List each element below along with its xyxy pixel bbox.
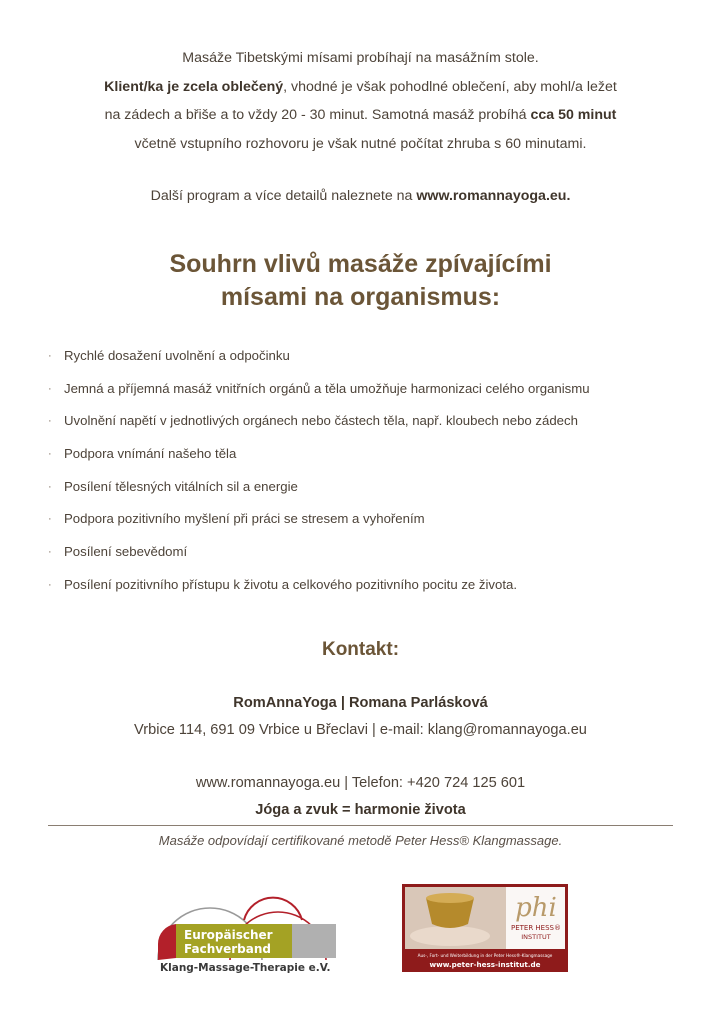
effect-text: Jemná a příjemná masáž vnitřních orgánů a těla umožňuje harmonizaci celého organismu [64,380,590,396]
peter-hess-name: PETER HESS® [510,924,562,932]
effects-list [48,340,688,602]
intro-line [40,44,681,73]
more-info-text: Další program a více detailů naleznete na [150,188,417,204]
contact-address: Vrbice 114, 691 09 Vrbice u Břeclavi | e-mail: klang@romannayoga.eu [134,722,587,738]
intro-line [40,73,681,102]
more-info [40,182,681,210]
contact-block [40,690,681,824]
effect-item [48,405,688,438]
effect-text: Posílení sebevědomí [64,544,188,560]
effect-text: Posílení tělesných vitálních sil a energie [64,478,298,494]
effect-item [48,340,688,373]
website-link[interactable]: www.romannayoga.eu. [416,188,571,204]
divider [48,825,673,826]
intro-line3-start: na zádech a břiše a to vždy 20 - 30 minut. Samotná masáž probíhá [104,107,531,123]
client-clothed-bold: Klient/ka je zcela oblečený [104,78,284,95]
peter-hess-logo [402,884,568,972]
effect-text: Podpora pozitivního myšlení při práci se stresem a vyhořením [64,511,425,527]
effect-item [48,373,688,406]
bullet-icon: · [48,578,52,591]
effect-text: Rychlé dosažení uvolnění a odpočinku [64,348,290,363]
bullet-icon: · [48,546,52,559]
intro-line4: včetně vstupního rozhovoru je však nutné počítat zhruba s 60 minutami. [134,135,587,152]
intro-line [40,130,681,159]
intro-line1: Masáže Tibetskými mísami probíhají na masážním stole. [182,50,539,66]
peter-hess-institute: INSTITUT [521,933,551,941]
hands-shape [410,926,490,946]
peter-hess-script: phi [515,893,557,923]
effect-item [48,569,688,602]
bullet-icon: · [48,415,52,428]
intro-line2-rest: , vhodné je však pohodlné oblečení, aby mohl/a ležet [283,78,617,95]
intro-line [40,101,681,130]
efv-logo-line2: Fachverband [184,942,271,956]
effect-item [48,438,688,471]
efv-logo-red-corner [158,924,176,960]
effect-text: Uvolnění napětí v jednotlivých orgánech nebo částech těla, např. kloubech nebo zádech [64,413,578,429]
efv-logo-line1: Europäischer [184,928,273,942]
contact-title: Kontakt: [321,639,400,660]
peter-hess-url: www.peter-hess-institut.de [429,960,541,969]
efv-logo-arc-red [244,898,302,920]
effect-text: Podpora vnímání našeho těla [64,446,237,462]
effect-item [48,471,688,504]
bullet-icon: · [48,382,52,395]
effect-item [48,536,688,569]
contact-web-phone: www.romannayoga.eu | Telefon: +420 724 125 601 [195,775,526,791]
certification-note: Masáže odpovídají certifikované metodě Peter Hess® Klangmassage. [158,833,563,848]
duration-bold: cca 50 minut [530,107,617,123]
efv-logo-line3: Klang-Massage-Therapie e.V. [160,962,331,974]
bullet-icon: · [48,448,52,461]
effect-item [48,503,688,536]
efv-logo-grey-band [292,924,336,958]
effects-heading [40,248,681,314]
contact-motto: Jóga a zvuk = harmonie života [255,802,466,818]
peter-hess-tagline: Aus-, Fort- und Weiterbildung in der Peter Hess®-Klangmassage [417,953,553,958]
bullet-icon: · [48,480,52,493]
bullet-icon: · [48,513,52,526]
efv-logo [152,884,342,974]
heading-line2: mísami na organismus: [220,283,501,311]
heading-line1: Souhrn vlivů masáže zpívajícími [169,250,552,278]
contact-name: RomAnnaYoga | Romana Parlásková [233,695,488,711]
effect-text: Posílení pozitivního přístupu k životu a celkového pozitivního pocitu ze života. [64,576,518,592]
singing-bowl-rim [426,893,474,903]
intro-paragraph [40,44,681,158]
bullet-icon: · [48,350,52,362]
